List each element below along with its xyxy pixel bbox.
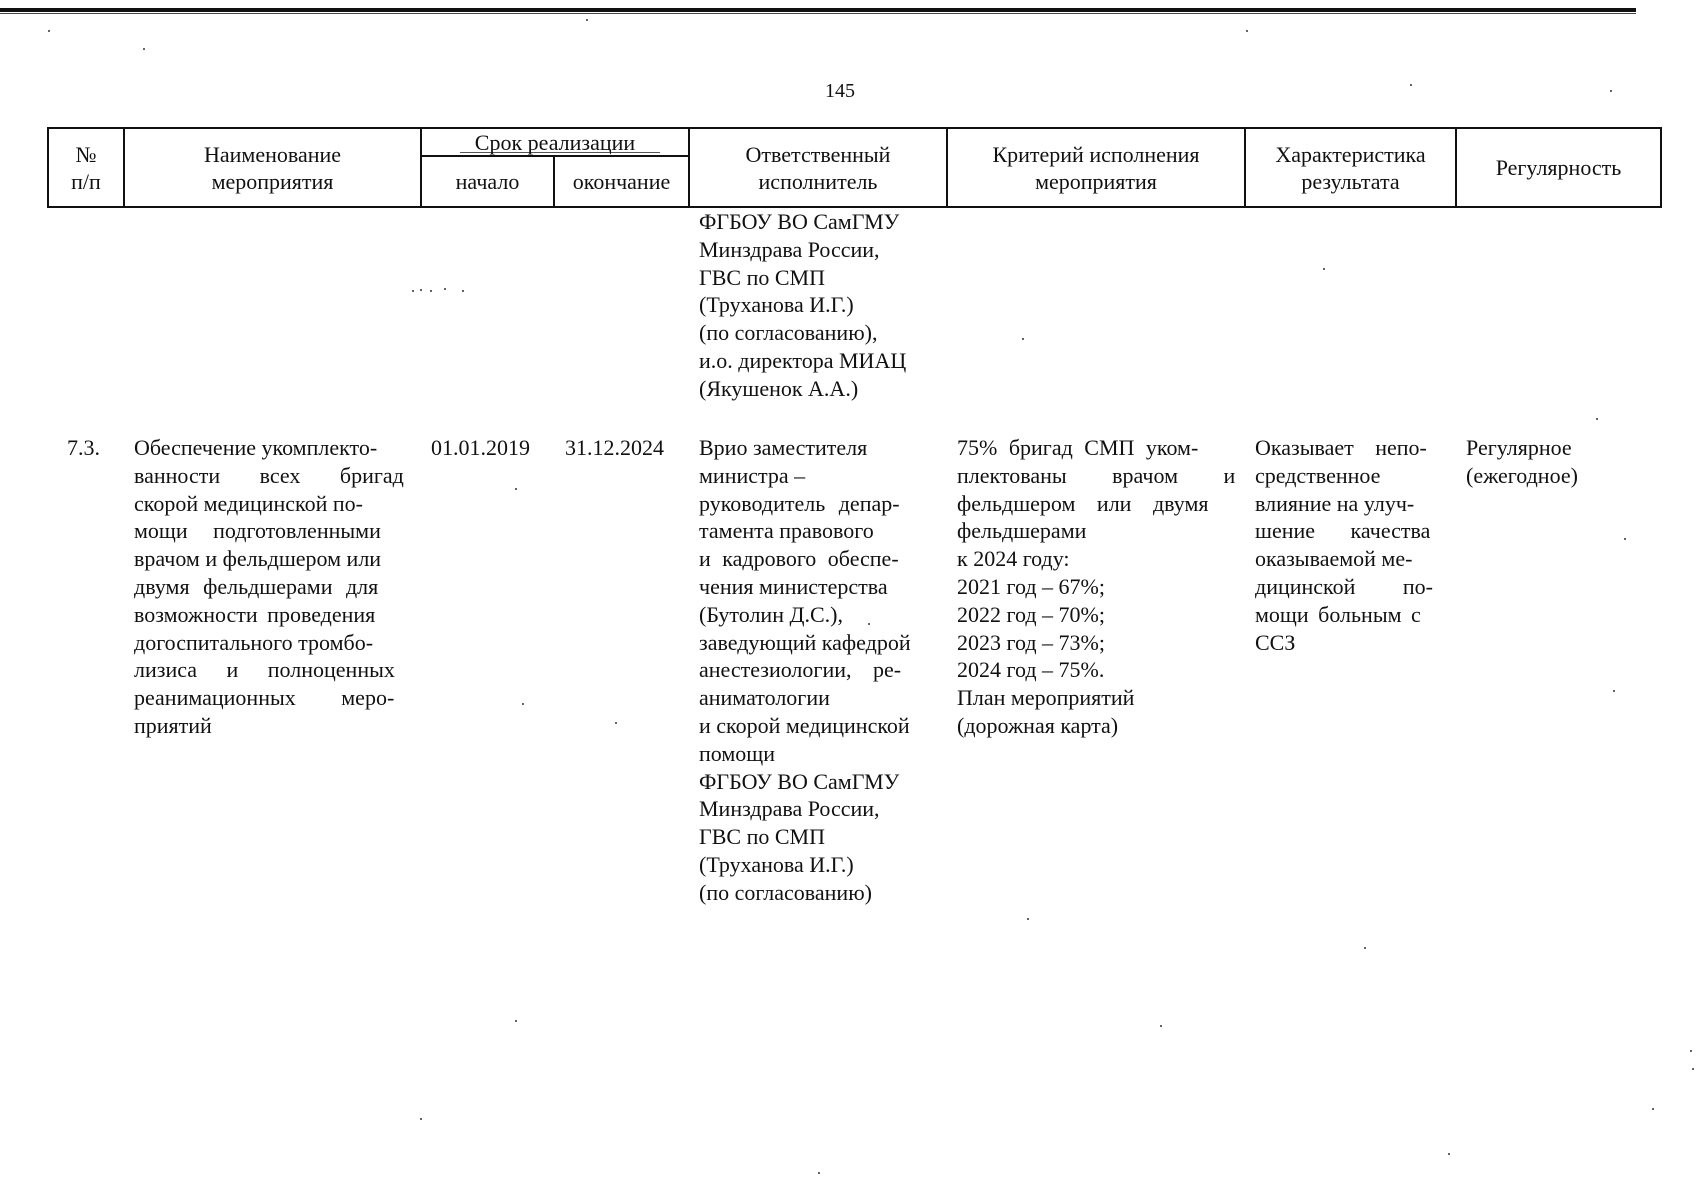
text-line: Обеспечение укомплекто- [134, 435, 378, 460]
text-line: (Бутолин Д.С.), [699, 601, 843, 627]
text-line: и кадрового обеспе- [699, 546, 899, 572]
text-line: (ежегодное) [1466, 462, 1578, 488]
scan-speck [420, 289, 422, 291]
text-line: врачом и фельдшером или [134, 546, 382, 572]
scan-speck [1652, 1108, 1654, 1110]
scan-speck [430, 290, 432, 292]
text-line: ГВС по СМП [699, 264, 825, 290]
scan-speck [412, 290, 414, 292]
header-criterion-line: Критерий исполнения [992, 141, 1200, 167]
text-line: плектованы врачом и [957, 462, 1236, 488]
text-line: Минздрава России, [699, 236, 880, 262]
header-criterion-line: мероприятия [1035, 168, 1157, 194]
text-line: двумя фельдшерами для [134, 573, 379, 599]
header-num-line: № [75, 141, 97, 167]
row-number: 7.3. [67, 435, 100, 460]
text-line: лизиса и полноценных [134, 657, 395, 683]
text-line: ФГБОУ ВО СамГМУ [699, 768, 900, 794]
scan-speck [1596, 418, 1598, 420]
header-regularity [1457, 129, 1660, 206]
scan-speck [1246, 30, 1248, 32]
text-line: ГВС по СМП [699, 824, 825, 850]
text-line: скорой медицинской по- [134, 490, 364, 516]
scan-speck [1364, 947, 1366, 949]
text-line: министра – [699, 462, 806, 488]
text-line: аниматологии [699, 685, 830, 711]
text-line: оказываемой ме- [1255, 546, 1413, 572]
text-line: и скорой медицинской [699, 712, 910, 738]
header-num [49, 129, 123, 206]
header-regularity-label: Регулярность [1495, 155, 1622, 180]
text-line: (Якушенок А.А.) [699, 375, 859, 401]
text-line: (по согласованию) [699, 879, 872, 905]
header-period [422, 129, 688, 155]
text-line: 2024 год – 75%. [957, 657, 1105, 683]
scan-speck [868, 623, 870, 625]
row-result [1255, 434, 1445, 656]
header-result-line: результата [1301, 168, 1400, 194]
text-line: и.о. директора МИАЦ [699, 347, 907, 373]
header-end [555, 157, 688, 206]
top-border-rule [0, 8, 1636, 12]
scan-speck [515, 1020, 517, 1022]
text-line: помощи [699, 740, 775, 766]
header-name [125, 129, 420, 206]
text-line: ванности всех бригад [134, 462, 404, 488]
scan-speck [1410, 84, 1412, 86]
page-number: 145 [825, 80, 855, 102]
row-criterion [957, 434, 1235, 740]
text-line: заведующий кафедрой [699, 629, 911, 655]
row-name [134, 434, 410, 740]
text-line: Оказывает непо- [1255, 435, 1427, 460]
text-line: средственное [1255, 462, 1381, 488]
header-end-label: окончание [572, 169, 671, 194]
text-line: анестезиологии, ре- [699, 657, 902, 683]
text-line: Минздрава России, [699, 796, 880, 822]
header-responsible-line: Ответственный [745, 141, 891, 167]
scan-speck [420, 1118, 422, 1120]
text-line: План мероприятий [957, 685, 1135, 711]
text-line: ССЗ [1255, 629, 1296, 655]
text-line: приятий [134, 712, 212, 738]
scan-speck [1690, 1050, 1692, 1052]
scan-speck [586, 19, 588, 21]
text-line: 2023 год – 73%; [957, 629, 1105, 655]
scan-speck [462, 290, 464, 292]
scan-speck [444, 288, 446, 290]
text-line: реанимационных меро- [134, 685, 395, 711]
scan-speck [1692, 1068, 1694, 1070]
text-line: (по согласованию), [699, 320, 878, 346]
scan-speck [522, 703, 524, 705]
text-line: ФГБОУ ВО СамГМУ [699, 209, 900, 234]
scan-speck [1027, 918, 1029, 920]
row-start-date: 01.01.2019 [431, 435, 530, 460]
text-line: Регулярное [1466, 435, 1572, 460]
header-responsible [690, 129, 946, 206]
scan-speck [1624, 538, 1626, 540]
row-end-date: 31.12.2024 [565, 435, 664, 460]
header-result [1246, 129, 1455, 206]
scan-speck [48, 30, 50, 32]
header-name-line: мероприятия [211, 168, 334, 194]
text-line: мощи больным с [1255, 601, 1421, 627]
header-result-line: Характеристика [1275, 141, 1426, 167]
scan-speck [1160, 1025, 1162, 1027]
text-line: руководитель депар- [699, 490, 900, 516]
row-responsible [699, 434, 935, 907]
text-line: (Труханова И.Г.) [699, 292, 854, 318]
text-line: 75% бригад СМП уком- [957, 435, 1199, 460]
header-responsible-line: исполнитель [758, 168, 878, 194]
text-line: шение качества [1255, 518, 1431, 544]
text-line: (дорожная карта) [957, 712, 1119, 738]
text-line: фельдшером или двумя [957, 490, 1209, 516]
text-line: 2022 год – 70%; [957, 601, 1105, 627]
text-line: Врио заместителя [699, 435, 868, 460]
scan-speck [143, 48, 145, 50]
scan-speck [1613, 690, 1615, 692]
header-name-line: Наименование [203, 141, 342, 167]
continued-responsible [699, 208, 934, 403]
text-line: фельдшерами [957, 518, 1087, 544]
text-line: 2021 год – 67%; [957, 573, 1105, 599]
scan-speck [1610, 90, 1612, 92]
header-criterion [948, 129, 1244, 206]
text-line: (Труханова И.Г.) [699, 851, 854, 877]
text-line: тамента правового [699, 518, 874, 544]
scan-speck [1448, 1153, 1450, 1155]
scan-speck [615, 722, 617, 724]
header-start-label: начало [455, 169, 520, 194]
text-line: дицинской по- [1255, 573, 1433, 599]
text-line: к 2024 году: [957, 546, 1070, 572]
scan-speck [1323, 268, 1325, 270]
text-line: влияние на улуч- [1255, 490, 1415, 516]
header-num-line: п/п [71, 168, 101, 194]
header-start [422, 157, 553, 206]
text-line: чения министерства [699, 573, 888, 599]
text-line: догоспитального тромбо- [134, 629, 374, 655]
scan-speck [818, 1172, 820, 1174]
scan-speck [1022, 338, 1024, 340]
text-line: мощи подготовленными [134, 518, 381, 544]
row-regularity [1466, 434, 1651, 490]
top-border-rule-thin [0, 13, 1636, 14]
text-line: возможности проведения [134, 601, 376, 627]
header-period-label: Срок реализации [474, 129, 636, 155]
scan-speck [515, 488, 517, 490]
